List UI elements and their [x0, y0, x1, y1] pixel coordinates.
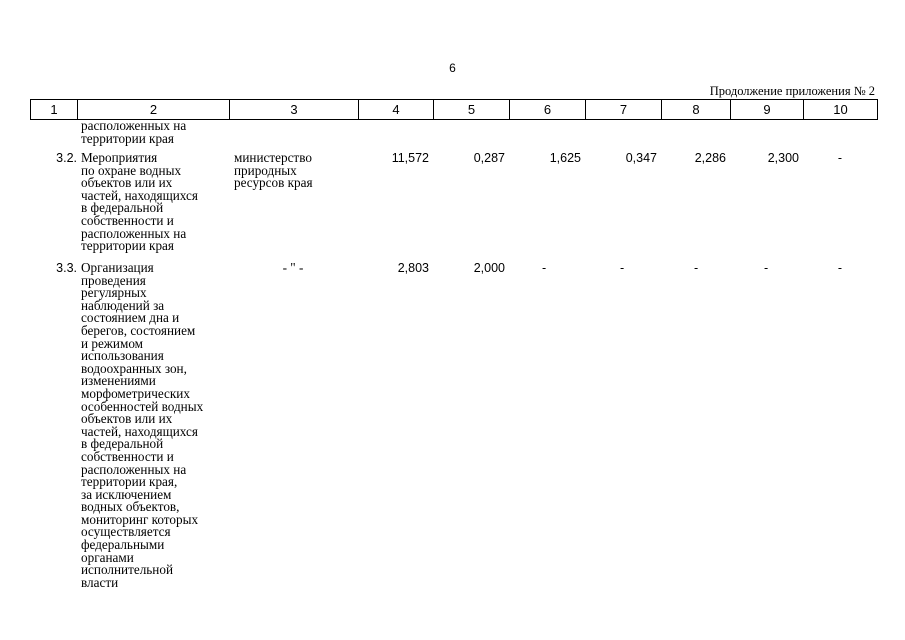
- column-header-9: 9: [731, 100, 804, 120]
- column-header-row: [31, 100, 878, 120]
- row-value-col7: 0,347: [625, 151, 657, 165]
- appendix-continuation-note: Продолжение приложения № 2: [709, 84, 875, 98]
- row-value-col5: 0,287: [473, 151, 505, 165]
- row-value-col5: 2,000: [473, 261, 505, 275]
- column-header-4: 4: [359, 100, 434, 120]
- row-description: Организация проведения регулярных наблюдений за состоянием дна и берегов, состоянием и режимом использования водоохранных зон, изменениями морфометрических особенностей водных объектов или их частей, находящихся в федеральной собственности и расположенных на территории края, за исключением водных объектов, мониторинг которых осуществляется федеральными органами исполнительной власти: [81, 260, 204, 590]
- row-value-col6: -: [542, 261, 547, 275]
- row-value-col6: 1,625: [549, 151, 581, 165]
- column-header-5: 5: [434, 100, 510, 120]
- column-header-8: 8: [662, 100, 731, 120]
- row-value-col10: -: [837, 261, 843, 275]
- row-organization: министерство природных ресурсов края: [234, 150, 313, 191]
- page-number: 6: [449, 61, 456, 75]
- row-value-col8: 2,286: [694, 151, 726, 165]
- row-number: 3.2.: [56, 151, 77, 165]
- row-description: расположенных на территории края: [81, 118, 187, 146]
- row-value-col10: -: [837, 151, 843, 165]
- row-number: 3.3.: [56, 261, 77, 275]
- row-value-col7: -: [620, 261, 625, 275]
- column-header-3: 3: [230, 100, 359, 120]
- column-header-6: 6: [510, 100, 586, 120]
- column-header-table: [30, 99, 878, 120]
- row-value-col4: 2,803: [397, 261, 429, 275]
- row-value-col9: 2,300: [767, 151, 799, 165]
- row-value-col9: -: [764, 261, 769, 275]
- row-value-col8: -: [694, 261, 699, 275]
- column-header-10: 10: [804, 100, 878, 120]
- column-header-7: 7: [586, 100, 662, 120]
- column-header-2: 2: [78, 100, 230, 120]
- row-organization: - " -: [282, 260, 304, 275]
- row-description: Мероприятия по охране водных объектов или их частей, находящихся в федеральной собственности и расположенных на территории края: [81, 150, 198, 254]
- row-value-col4: 11,572: [391, 151, 429, 165]
- column-header-1: 1: [31, 100, 78, 120]
